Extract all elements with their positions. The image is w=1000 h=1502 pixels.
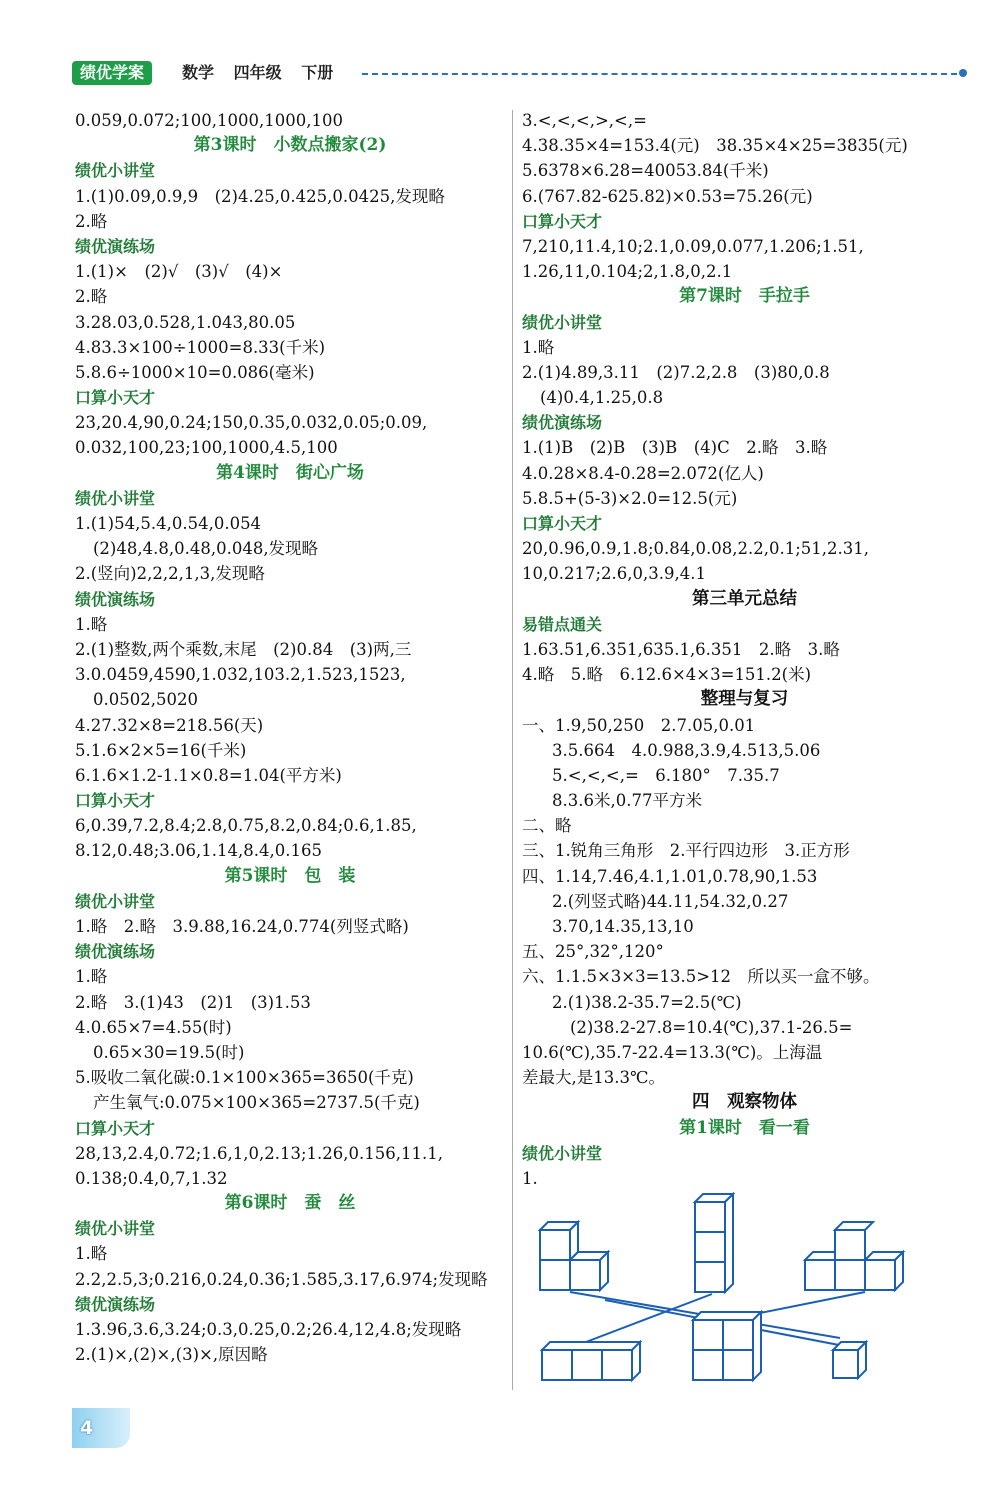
answer-line: 1.(1)× (2)√ (3)√ (4)× [75,262,283,282]
answer-line: 2.(1)×,(2)×,(3)×,原因略 [75,1345,268,1365]
answer-line: 2.(1)38.2-35.7=2.5(℃) [552,992,742,1012]
section-heading: 口算小天才 [522,514,603,533]
answer-line: 6.(767.82-625.82)×0.53=75.26(元) [522,186,813,206]
section-heading: 口算小天才 [75,791,156,811]
answer-line: 0.65×30=19.5(时) [93,1042,245,1062]
section-heading: 绩优演练场 [75,1294,156,1314]
answer-line: 23,20.4,90,0.24;150,0.35,0.032,0.05;0.09, [75,413,428,433]
answer-line: 2.(1)整数,两个乘数,末尾 (2)0.84 (3)两,三 [75,639,412,659]
cube-view-top-right [805,1222,903,1290]
answer-line: 5.8.5+(5-3)×2.0=12.5(元) [522,488,738,508]
unit-title: 第三单元总结 [692,588,797,609]
lesson-title: 第1课时 看一看 [679,1117,810,1138]
answer-line: 0.138;0.4,0,7,1.32 [75,1168,228,1188]
answer-line: 4.略 5.略 6.12.6×4×3=151.2(米) [522,665,812,685]
answer-line: (2)38.2-27.8=10.4(℃),37.1-26.5= [570,1017,853,1037]
answer-line: 差最大,是13.3℃。 [522,1068,665,1088]
answer-line: 1.略 [75,614,108,634]
section-heading: 口算小天才 [522,211,603,231]
answer-line: 1.略 2.略 3.9.88,16.24,0.774(列竖式略) [75,917,409,936]
section-heading: 绩优小讲堂 [75,1219,156,1239]
answer-line: 4.83.3×100÷1000=8.33(千米) [75,337,326,357]
section-heading: 绩优演练场 [75,236,156,256]
answer-line: 1.(1)54,5.4,0.54,0.054 [75,514,262,533]
header-divider [362,73,957,75]
header-dot [959,69,967,77]
answer-line: 6.1.6×1.2-1.1×0.8=1.04(平方米) [75,765,342,785]
lesson-title: 第4课时 街心广场 [216,462,364,483]
answer-line: 六、1.1.5×3×3=13.5>12 所以买一盒不够。 [522,967,880,987]
answer-line: 2.略 3.(1)43 (2)1 (3)1.53 [75,992,311,1012]
answer-line: 2.略 [75,211,108,231]
answer-line: 1.略 [75,1244,108,1264]
answer-line: (2)48,4.8,0.48,0.048,发现略 [93,539,319,559]
left-column [75,108,505,1367]
header-subject: 数学 [182,63,215,82]
cube-view-top-middle [695,1194,733,1292]
section-heading: 绩优小讲堂 [75,891,156,911]
cube-view-bottom-left [542,1342,640,1380]
section-heading: 绩优小讲堂 [522,1143,603,1163]
cube-view-top-left [540,1222,608,1290]
cube-matching-figure [530,1190,930,1390]
answer-line: (4)0.4,1.25,0.8 [540,388,664,408]
answer-line: 3.70,14.35,13,10 [552,917,694,936]
unit-title: 整理与复习 [700,689,789,710]
answer-line: 3.5.664 4.0.988,3.9,4.513,5.06 [552,740,821,760]
answer-line: 五、25°,32°,120° [522,942,664,962]
answer-line: 3.<,<,<,>,<,= [522,111,647,130]
answer-line: 0.0502,5020 [93,690,198,710]
answer-line: 3.28.03,0.528,1.043,80.05 [75,312,296,332]
answer-line: 20,0.96,0.9,1.8;0.84,0.08,2.2,0.1;51,2.31, [522,539,869,559]
answer-line: 0.032,100,23;100,1000,4.5,100 [75,438,338,458]
right-column [522,108,967,1191]
lesson-title: 第6课时 蚕 丝 [224,1193,356,1214]
lesson-title: 第7课时 手拉手 [679,286,810,307]
answer-line: 1.(1)0.09,0.9,9 (2)4.25,0.425,0.0425,发现略 [75,186,445,206]
answer-line: 1.略 [75,967,108,987]
section-heading: 绩优演练场 [522,413,603,433]
answer-line: 2.略 [75,287,108,307]
header-grade: 四年级 [233,63,282,82]
answer-line: 二、略 [522,816,572,836]
answer-line: 8.3.6米,0.77平方米 [552,791,702,811]
answer-line: 28,13,2.4,0.72;1.6,1,0,2.13;1.26,0.156,11.1, [75,1143,443,1163]
answer-line: 0.059,0.072;100,1000,1000,100 [75,111,343,130]
lesson-title: 第3课时 小数点搬家(2) [193,135,387,156]
section-heading: 绩优小讲堂 [75,161,156,181]
section-heading: 口算小天才 [75,1118,156,1138]
section-heading: 绩优小讲堂 [75,488,156,508]
answer-line: 2.(1)4.89,3.11 (2)7.2,2.8 (3)80,0.8 [522,362,830,382]
answer-line: 1.26,11,0.104;2,1.8,0,2.1 [522,262,733,282]
answer-line: 10.6(℃),35.7-22.4=13.3(℃)。上海温 [522,1042,823,1062]
answer-line: 产生氧气:0.075×100×365=2737.5(千克) [93,1093,420,1113]
section-heading: 口算小天才 [75,388,156,408]
answer-line: 5.<,<,<,= 6.180° 7.35.7 [552,765,780,785]
answer-line: 2.(竖向)2,2,2,1,3,发现略 [75,564,265,584]
answer-line: 5.6378×6.28=40053.84(千米) [522,161,769,181]
answer-line: 1.63.51,6.351,635.1,6.351 2.略 3.略 [522,639,840,659]
answer-line: 4.27.32×8=218.56(天) [75,715,264,735]
cube-view-bottom-middle [693,1312,761,1380]
answer-line: 5.8.6÷1000×10=0.086(毫米) [75,362,315,382]
answer-line: 一、1.9,50,250 2.7.05,0.01 [522,715,756,735]
section-heading: 绩优演练场 [75,589,156,609]
answer-line: 6,0.39,7.2,8.4;2.8,0.75,8.2,0.84;0.6,1.85, [75,816,417,836]
answer-line: 8.12,0.48;3.06,1.14,8.4,0.165 [75,841,322,861]
answer-line: 2.2,2.5,3;0.216,0.24,0.36;1.585,3.17,6.974;发现略 [75,1269,488,1289]
answer-line: 10,0.217;2.6,0,3.9,4.1 [522,564,706,584]
answer-line: 4.0.28×8.4-0.28=2.072(亿人) [522,463,764,483]
answer-line: 5.1.6×2×5=16(千米) [75,740,247,760]
answer-line: 1. [522,1168,538,1188]
lesson-title: 第5课时 包 装 [224,865,356,886]
answer-line: 1.(1)B (2)B (3)B (4)C 2.略 3.略 [522,438,828,458]
answer-line: 4.38.35×4=153.4(元) 38.35×4×25=3835(元) [522,136,908,156]
section-heading: 绩优演练场 [75,942,156,962]
answer-line: 1.3.96,3.6,3.24;0.3,0.25,0.2;26.4,12,4.8;发现略 [75,1320,462,1339]
column-divider [512,110,513,1390]
answer-line: 4.0.65×7=4.55(时) [75,1017,232,1037]
header-volume: 下册 [301,63,334,82]
answer-line: 5.吸收二氧化碳:0.1×100×365=3650(千克) [75,1068,414,1088]
brand-logo: 绩优学案 [72,61,152,85]
unit-title: 四 观察物体 [692,1092,797,1113]
answer-line: 3.0.0459,4590,1.032,103.2,1.523,1523, [75,665,406,685]
page-header [72,58,967,88]
header-info [182,61,347,85]
answer-line: 四、1.14,7.46,4.1,1.01,0.78,90,1.53 [522,866,818,886]
section-heading: 绩优小讲堂 [522,312,603,332]
cube-view-bottom-right [833,1342,866,1378]
answer-line: 7,210,11.4,10;2.1,0.09,0.077,1.206;1.51, [522,236,864,256]
answer-line: 1.略 [522,337,555,357]
answer-line: 三、1.锐角三角形 2.平行四边形 3.正方形 [522,841,850,861]
section-heading: 易错点通关 [522,614,603,634]
answer-line: 2.(列竖式略)44.11,54.32,0.27 [552,891,789,911]
page-number: 4 [72,1408,130,1448]
